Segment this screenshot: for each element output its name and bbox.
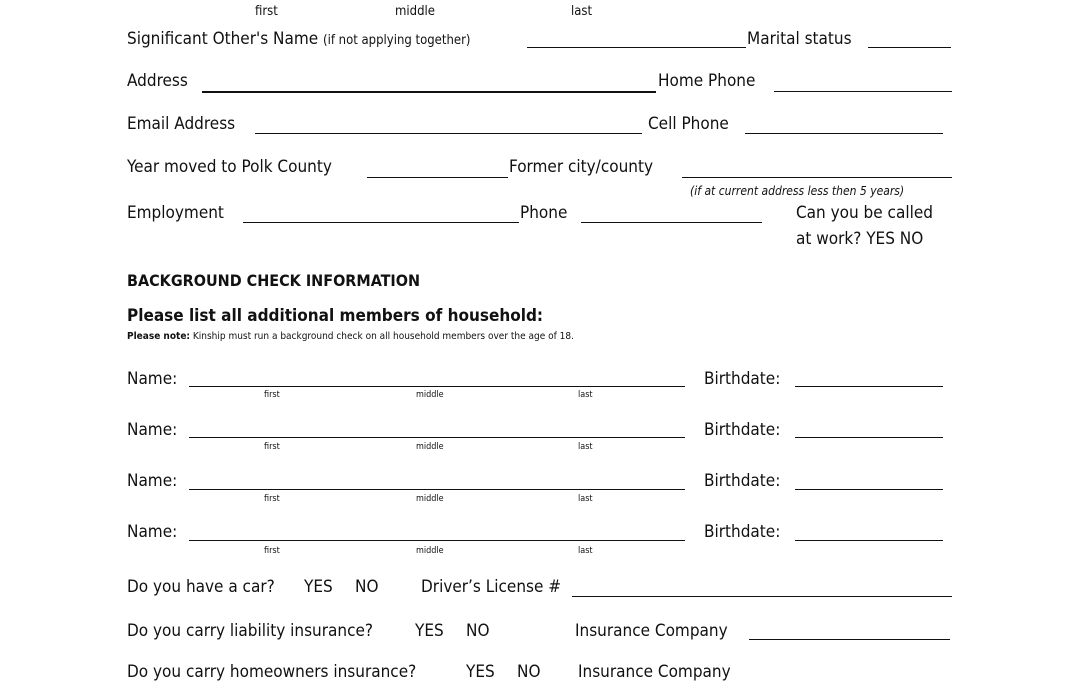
- household-sub-first: first: [264, 442, 280, 452]
- birthdate-field[interactable]: [795, 489, 943, 490]
- car-yes-option[interactable]: YES: [304, 577, 333, 597]
- household-name-field[interactable]: [189, 540, 685, 541]
- background-note: Please note: Kinship must run a background check on all household members over the age of 18.: [127, 331, 574, 342]
- work-phone-field[interactable]: [581, 222, 762, 223]
- liability-question: Do you carry liability insurance?: [127, 621, 374, 641]
- email-field[interactable]: [255, 133, 642, 134]
- can-call-line2: at work? YES NO: [796, 229, 924, 249]
- household-sub-first: first: [264, 546, 280, 556]
- address-field[interactable]: [202, 91, 656, 93]
- top-sub-last: last: [571, 4, 593, 19]
- phone-label: Phone: [520, 203, 568, 223]
- homeowners-yes-option[interactable]: YES: [466, 662, 495, 682]
- household-sub-last: last: [578, 546, 593, 556]
- marital-status-label: Marital status: [747, 29, 852, 49]
- household-name-field[interactable]: [189, 386, 685, 387]
- cell-phone-label: Cell Phone: [648, 114, 729, 134]
- household-sub-middle: middle: [416, 546, 444, 556]
- homeowners-no-option[interactable]: NO: [517, 662, 541, 682]
- household-sub-last: last: [578, 442, 593, 452]
- homeowners-question: Do you carry homeowners insurance?: [127, 662, 417, 682]
- household-sub-middle: middle: [416, 442, 444, 452]
- household-sub-first: first: [264, 390, 280, 400]
- former-city-field[interactable]: [682, 177, 952, 178]
- former-city-label: Former city/county: [509, 157, 654, 177]
- household-name-field[interactable]: [189, 437, 685, 438]
- liability-no-option[interactable]: NO: [466, 621, 490, 641]
- birthdate-field[interactable]: [795, 437, 943, 438]
- household-name-label: Name:: [127, 369, 178, 389]
- employment-field[interactable]: [243, 222, 519, 223]
- birthdate-label: Birthdate:: [704, 471, 781, 491]
- home-phone-field[interactable]: [774, 91, 952, 92]
- former-city-note: (if at current address less then 5 years): [690, 184, 905, 198]
- insurance-company-label: Insurance Company: [575, 621, 728, 641]
- liability-yes-option[interactable]: YES: [415, 621, 444, 641]
- year-moved-field[interactable]: [367, 177, 508, 178]
- car-question: Do you have a car?: [127, 577, 275, 597]
- can-call-line1: Can you be called: [796, 203, 933, 223]
- household-sub-last: last: [578, 494, 593, 504]
- household-sub-middle: middle: [416, 494, 444, 504]
- birthdate-label: Birthdate:: [704, 420, 781, 440]
- cell-phone-field[interactable]: [745, 133, 943, 134]
- insurance-company-field[interactable]: [749, 639, 950, 640]
- email-label: Email Address: [127, 114, 236, 134]
- household-name-label: Name:: [127, 471, 178, 491]
- year-moved-label: Year moved to Polk County: [127, 157, 332, 177]
- household-sub-first: first: [264, 494, 280, 504]
- birthdate-label: Birthdate:: [704, 369, 781, 389]
- background-heading: BACKGROUND CHECK INFORMATION: [127, 271, 421, 290]
- significant-other-label: Significant Other's Name (if not applying together): [127, 29, 471, 49]
- drivers-license-label: Driver’s License #: [421, 577, 562, 597]
- household-sub-middle: middle: [416, 390, 444, 400]
- top-sub-first: first: [255, 4, 278, 19]
- birthdate-field[interactable]: [795, 540, 943, 541]
- household-list-heading: Please list all additional members of household:: [127, 306, 544, 326]
- marital-status-field[interactable]: [868, 47, 951, 48]
- address-label: Address: [127, 71, 188, 91]
- household-name-field[interactable]: [189, 489, 685, 490]
- homeowners-company-label: Insurance Company: [578, 662, 731, 682]
- home-phone-label: Home Phone: [658, 71, 756, 91]
- drivers-license-field[interactable]: [572, 596, 952, 597]
- birthdate-label: Birthdate:: [704, 522, 781, 542]
- household-name-label: Name:: [127, 420, 178, 440]
- top-sub-middle: middle: [395, 4, 435, 19]
- birthdate-field[interactable]: [795, 386, 943, 387]
- significant-other-field[interactable]: [527, 47, 746, 48]
- car-no-option[interactable]: NO: [355, 577, 379, 597]
- household-name-label: Name:: [127, 522, 178, 542]
- household-sub-last: last: [578, 390, 593, 400]
- employment-label: Employment: [127, 203, 224, 223]
